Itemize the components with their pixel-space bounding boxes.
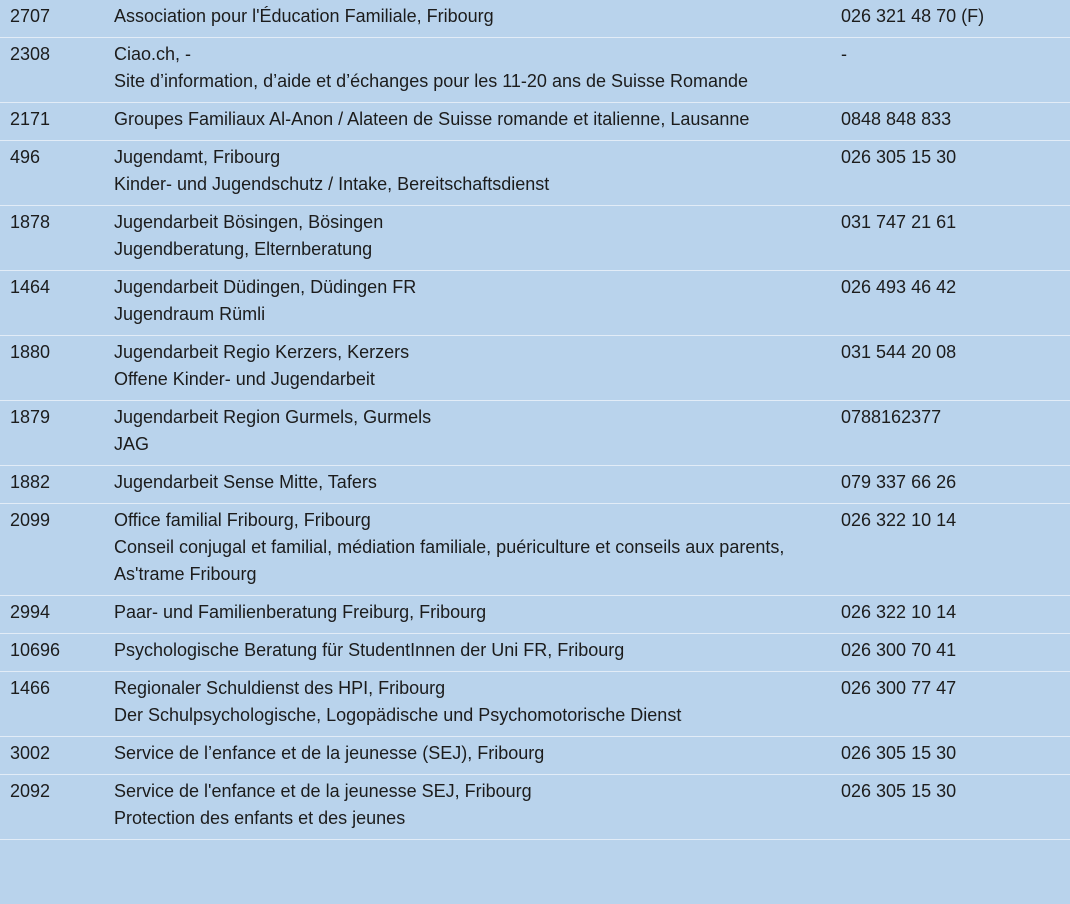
entry-details <box>104 504 831 596</box>
entry-id: 1878 <box>10 212 51 232</box>
entry-details <box>104 596 831 634</box>
entry-name[interactable]: Jugendarbeit Bösingen, Bösingen <box>114 212 384 232</box>
entry-id: 2994 <box>10 602 51 622</box>
entry-phone[interactable]: 0788162377 <box>841 407 942 427</box>
entry-phone[interactable]: 026 300 77 47 <box>841 678 957 698</box>
table-row[interactable] <box>0 271 1070 336</box>
entry-name[interactable]: Jugendarbeit Düdingen, Düdingen FR <box>114 277 417 297</box>
entry-details <box>104 271 831 336</box>
entry-phone[interactable]: 031 544 20 08 <box>841 342 957 362</box>
entry-id: 2308 <box>10 44 51 64</box>
entry-name[interactable]: Service de l’enfance et de la jeunesse (SEJ), Fribourg <box>114 743 545 763</box>
entry-id: 1464 <box>10 277 51 297</box>
entry-id: 2099 <box>10 510 51 530</box>
table-row[interactable] <box>0 775 1070 840</box>
table-row[interactable] <box>0 672 1070 737</box>
entry-name[interactable]: Groupes Familiaux Al-Anon / Alateen de Suisse romande et italienne, Lausanne <box>114 109 750 129</box>
entry-name[interactable]: Jugendamt, Fribourg <box>114 147 281 167</box>
entry-details <box>104 634 831 672</box>
entry-phone[interactable]: - <box>841 44 847 64</box>
entry-name[interactable]: Jugendarbeit Region Gurmels, Gurmels <box>114 407 432 427</box>
table-row[interactable] <box>0 466 1070 504</box>
entry-phone[interactable]: 0848 848 833 <box>841 109 952 129</box>
entry-description: Der Schulpsychologische, Logopädische und Psychomotorische Dienst <box>114 705 682 725</box>
entry-name[interactable]: Regionaler Schuldienst des HPI, Fribourg <box>114 678 446 698</box>
entry-details <box>104 103 831 141</box>
entry-description: Site d’information, d’aide et d’échanges pour les 11-20 ans de Suisse Romande <box>114 71 749 91</box>
entry-id: 1882 <box>10 472 51 492</box>
entry-phone[interactable]: 026 305 15 30 <box>841 147 957 167</box>
table-row[interactable] <box>0 737 1070 775</box>
table-row[interactable] <box>0 596 1070 634</box>
entry-name[interactable]: Psychologische Beratung für StudentInnen der Uni FR, Fribourg <box>114 640 625 660</box>
entry-id: 2171 <box>10 109 51 129</box>
entry-details <box>104 466 831 504</box>
entry-details <box>104 38 831 103</box>
entry-name[interactable]: Office familial Fribourg, Fribourg <box>114 510 371 530</box>
entry-id: 10696 <box>10 640 61 660</box>
entry-description: JAG <box>114 434 150 454</box>
entry-phone[interactable]: 026 322 10 14 <box>841 510 957 530</box>
entry-phone[interactable]: 026 322 10 14 <box>841 602 957 622</box>
table-row[interactable] <box>0 336 1070 401</box>
entry-id: 1466 <box>10 678 51 698</box>
entry-phone[interactable]: 026 493 46 42 <box>841 277 957 297</box>
entry-description: Kinder- und Jugendschutz / Intake, Bereitschaftsdienst <box>114 174 550 194</box>
entry-name[interactable]: Ciao.ch, - <box>114 44 192 64</box>
entry-id: 2707 <box>10 6 51 26</box>
entry-name[interactable]: Association pour l'Éducation Familiale, Fribourg <box>114 6 494 26</box>
entry-id: 3002 <box>10 743 51 763</box>
entry-id: 1879 <box>10 407 51 427</box>
entry-details <box>104 672 831 737</box>
table-row[interactable] <box>0 504 1070 596</box>
entry-details <box>104 206 831 271</box>
entry-name[interactable]: Paar- und Familienberatung Freiburg, Fribourg <box>114 602 487 622</box>
entry-description: Protection des enfants et des jeunes <box>114 808 406 828</box>
table-row[interactable] <box>0 401 1070 466</box>
entry-description: Offene Kinder- und Jugendarbeit <box>114 369 375 389</box>
entry-name[interactable]: Service de l'enfance et de la jeunesse SEJ, Fribourg <box>114 781 532 801</box>
entry-id: 496 <box>10 147 41 167</box>
table-row[interactable] <box>0 206 1070 271</box>
entry-phone[interactable]: 079 337 66 26 <box>841 472 957 492</box>
entry-name[interactable]: Jugendarbeit Sense Mitte, Tafers <box>114 472 377 492</box>
entry-id: 1880 <box>10 342 51 362</box>
entry-id: 2092 <box>10 781 51 801</box>
entry-description: Jugendberatung, Elternberatung <box>114 239 373 259</box>
entry-details <box>104 141 831 206</box>
table-row[interactable] <box>0 634 1070 672</box>
entry-phone[interactable]: 026 305 15 30 <box>841 743 957 763</box>
entry-phone[interactable]: 026 321 48 70 (F) <box>841 6 985 26</box>
entry-phone[interactable]: 026 305 15 30 <box>841 781 957 801</box>
entry-details <box>104 775 831 840</box>
entry-details <box>104 336 831 401</box>
entry-phone[interactable]: 026 300 70 41 <box>841 640 957 660</box>
entry-description: Conseil conjugal et familial, médiation familiale, puériculture et conseils aux parents, As'trame Fribourg <box>114 537 785 584</box>
entry-name[interactable]: Jugendarbeit Regio Kerzers, Kerzers <box>114 342 410 362</box>
entry-description: Jugendraum Rümli <box>114 304 266 324</box>
entry-details <box>104 0 831 38</box>
table-row[interactable] <box>0 0 1070 38</box>
entry-phone[interactable]: 031 747 21 61 <box>841 212 957 232</box>
entry-details <box>104 401 831 466</box>
table-row[interactable] <box>0 141 1070 206</box>
table-row[interactable] <box>0 38 1070 103</box>
table-row[interactable] <box>0 103 1070 141</box>
entry-details <box>104 737 831 775</box>
